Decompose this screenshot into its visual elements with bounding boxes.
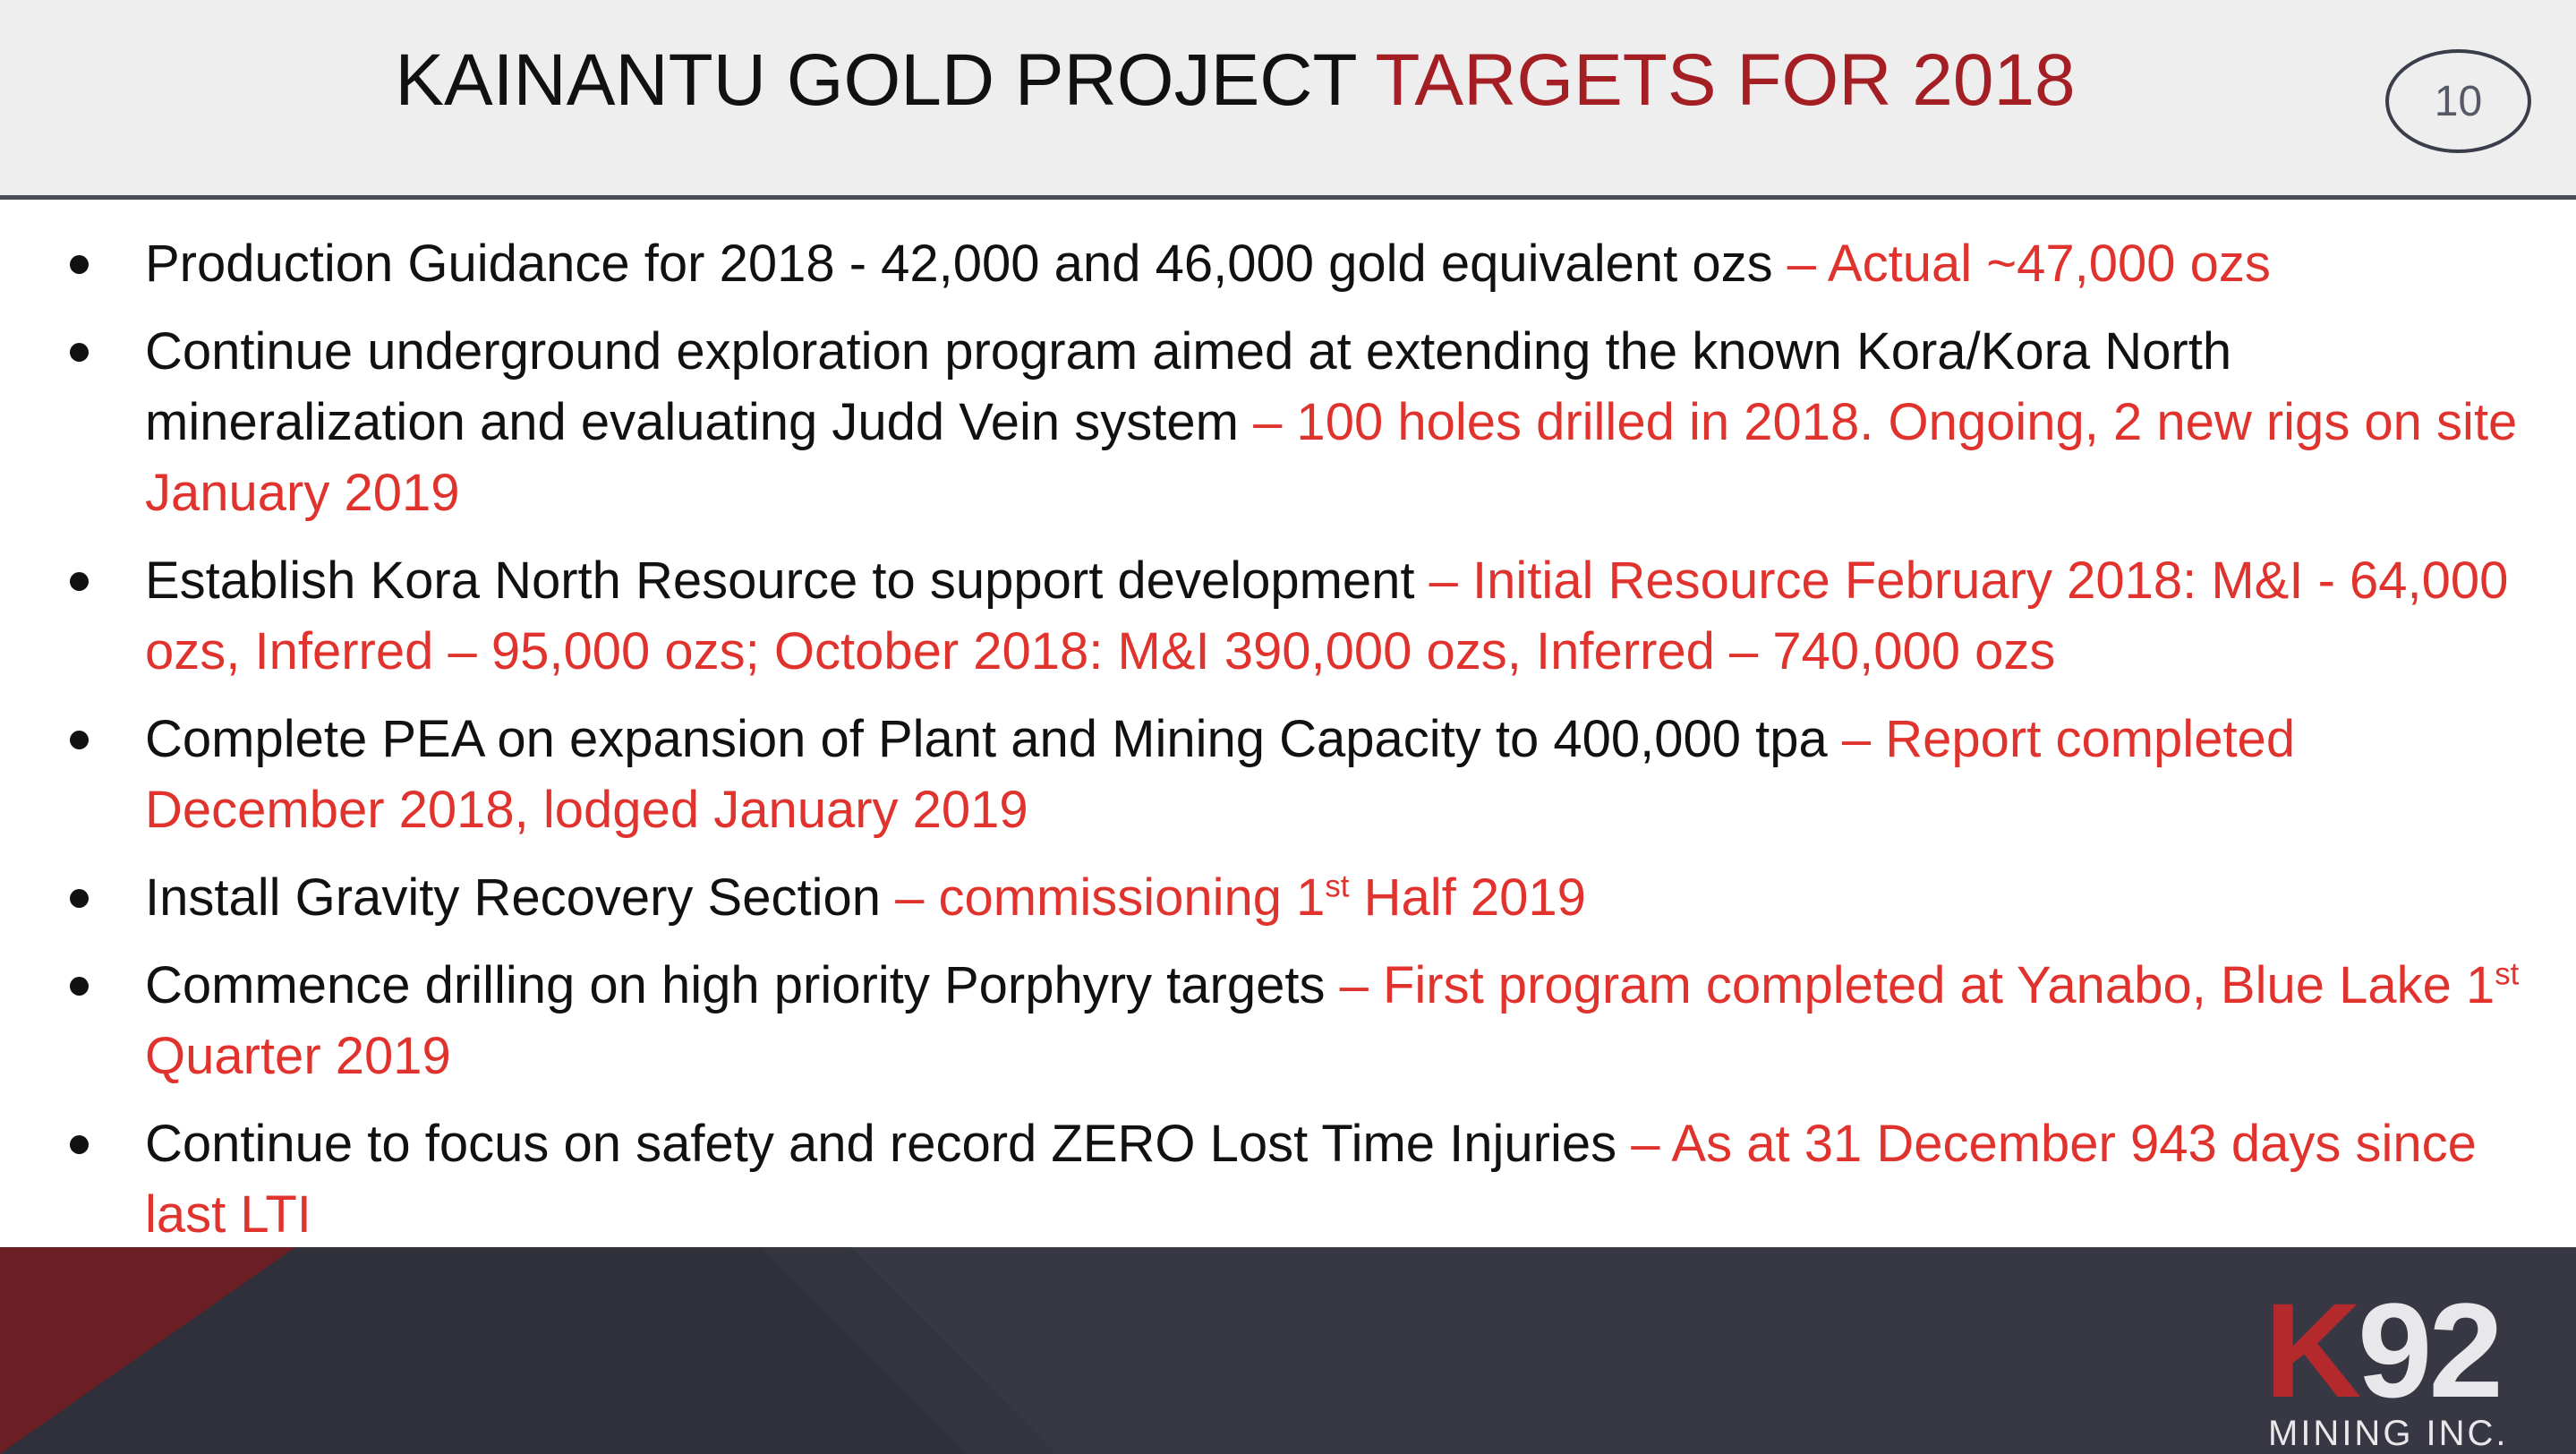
bullet-icon: [70, 731, 89, 749]
logo-letter: K: [2265, 1275, 2362, 1425]
target-result-pre: – commissioning 1: [895, 868, 1326, 927]
bullet-icon: [70, 255, 89, 274]
slide-title: [0, 36, 2470, 125]
bullet-icon: [70, 977, 89, 996]
bullet-icon: [70, 1135, 89, 1154]
target-result: – Initial Resource February 2018: M&I - 64,000 ozs, Inferred – 95,000 ozs; October 2018: M&I 390,000 ozs, Inferred – 740,000 ozs: [145, 552, 2509, 680]
title-accent: TARGETS FOR 2018: [1375, 39, 2076, 121]
target-result-pre: – First program completed at Yanabo, Blue Lake 1: [1339, 956, 2495, 1014]
target-text: Commence drilling on high priority Porphyry targets: [145, 956, 1340, 1014]
target-result: – Report completed December 2018, lodged January 2019: [145, 710, 2296, 839]
target-text: Establish Kora North Resource to support development: [145, 552, 1429, 610]
page-number: 10: [2434, 77, 2483, 125]
target-text: Production Guidance for 2018 - 42,000 and 46,000 gold equivalent ozs: [145, 235, 1787, 293]
bullet-icon: [70, 343, 89, 362]
target-result-post: Quarter 2019: [145, 1027, 451, 1085]
k92-logo: [2265, 1275, 2524, 1453]
list-item: [63, 950, 2524, 1091]
target-result: [895, 868, 1586, 927]
target-result: – Actual ~47,000 ozs: [1787, 235, 2271, 293]
slide-footer: [0, 1247, 2576, 1454]
bullet-icon: [70, 889, 89, 908]
target-result: – As at 31 December 943 days since last LTI: [145, 1115, 2477, 1244]
target-text: Continue to focus on safety and record ZERO Lost Time Injuries: [145, 1115, 1632, 1173]
footer-background-shapes: [0, 1247, 2576, 1454]
target-result: – 100 holes drilled in 2018. Ongoing, 2 new rigs on site January 2019: [145, 393, 2518, 522]
list-item: [63, 704, 2524, 845]
target-text: Complete PEA on expansion of Plant and Mining Capacity to 400,000 tpa: [145, 710, 1842, 768]
target-result-sup: st: [1325, 868, 1350, 904]
bullet-icon: [70, 572, 89, 591]
logo-subtitle: MINING INC.: [2268, 1414, 2509, 1453]
slide-header: [0, 0, 2576, 200]
list-item: [63, 228, 2524, 299]
target-text: Continue underground exploration program aimed at extending the known Kora/Kora North mineralization and evaluating Judd Vein system: [145, 322, 2232, 451]
list-item: [63, 545, 2524, 687]
target-result-sup: st: [2495, 956, 2520, 992]
target-text: Install Gravity Recovery Section: [145, 868, 896, 927]
targets-list: [63, 228, 2524, 1267]
logo-number: 92: [2358, 1275, 2500, 1425]
title-main: KAINANTU GOLD PROJECT: [395, 39, 1376, 121]
target-result-post: Half 2019: [1349, 868, 1586, 927]
page-number-badge: [2385, 49, 2531, 153]
list-item: [63, 316, 2524, 528]
list-item: [63, 1108, 2524, 1250]
list-item: [63, 862, 2524, 933]
